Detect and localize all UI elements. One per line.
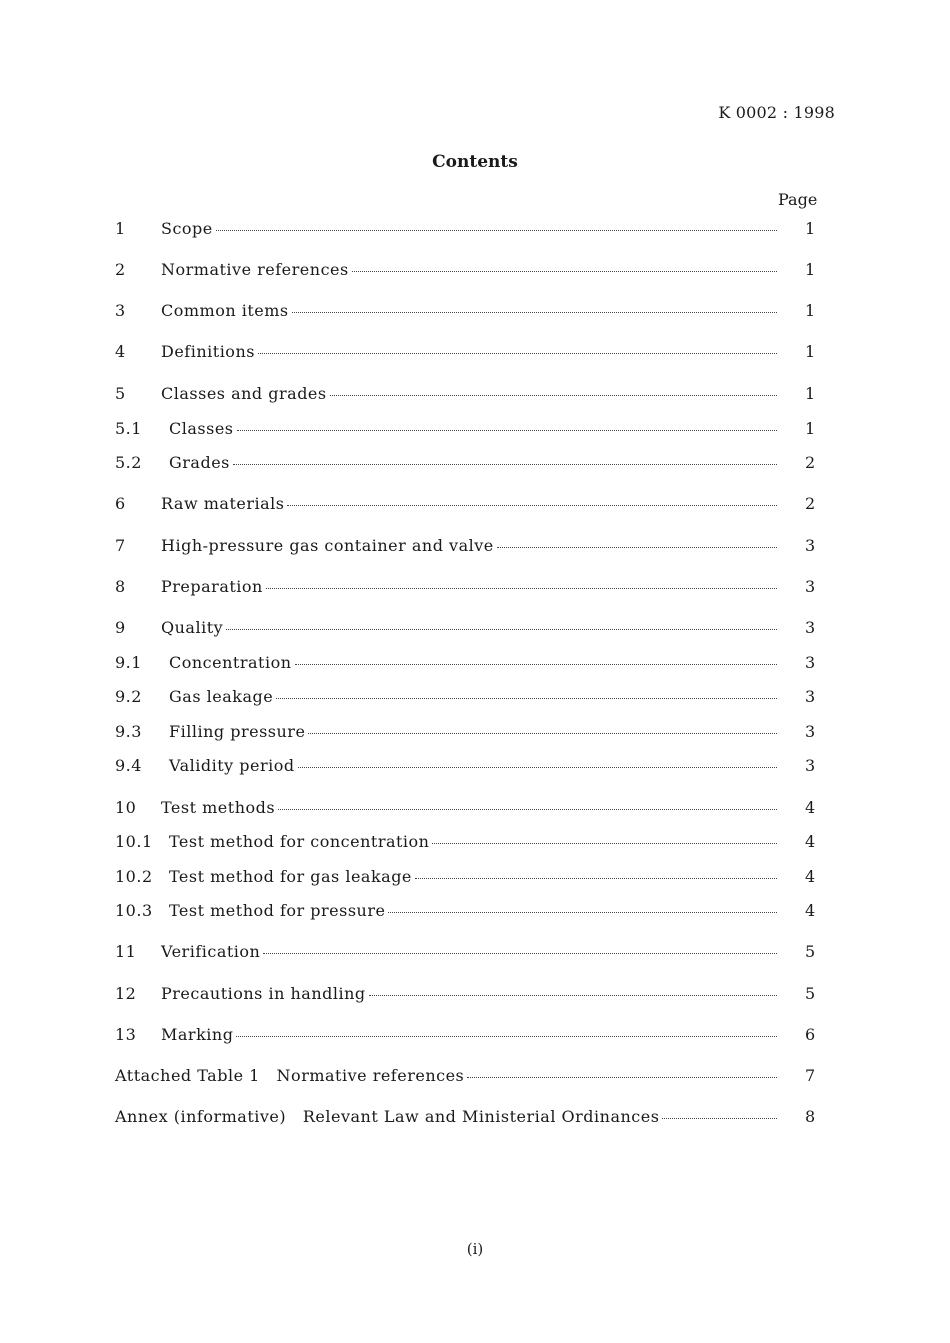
dot-leader [352,271,777,272]
toc-entry-page: 2 [805,494,816,513]
toc-entry-number: 9.1 [115,653,142,672]
toc-entry-10-1[interactable] [115,832,815,854]
toc-entry-label: Common items [161,301,289,320]
toc-entry-annex[interactable] [115,1107,815,1129]
toc-entry-number: 9 [115,618,126,637]
toc-entry-label: Classes and grades [161,384,327,403]
document-id: K 0002 : 1998 [718,103,835,122]
toc-entry-label: Test methods [161,798,276,817]
toc-entry-label: Grades [169,453,230,472]
toc-entry-page: 5 [805,984,816,1003]
toc-entry-12[interactable] [115,984,815,1006]
toc-entry-10-2[interactable] [115,867,815,889]
toc-entry-page: 3 [805,756,816,775]
toc-entry-label: Validity period [169,756,295,775]
toc-entry-number: 7 [115,536,126,555]
toc-entry-page: 4 [805,901,816,920]
dot-leader [237,430,778,431]
toc-entry-label: Test method for gas leakage [169,867,412,886]
dot-leader [295,664,777,665]
toc-entry-number: 10.1 [115,832,153,851]
toc-entry-number: 5.1 [115,419,142,438]
dot-leader [388,912,777,913]
dot-leader [298,767,777,768]
toc-entry-number: 10.3 [115,901,153,920]
page-number: (i) [466,1240,484,1258]
toc-entry-1[interactable] [115,219,815,241]
toc-entry-number: 8 [115,577,126,596]
toc-entry-label: Marking [161,1025,234,1044]
toc-entry-page: 4 [805,832,816,851]
toc-entry-label: Definitions [161,342,255,361]
dot-leader [292,312,777,313]
toc-entry-page: 3 [805,653,816,672]
toc-entry-11[interactable] [115,942,815,964]
toc-entry-page: 1 [805,419,816,438]
toc-entry-2[interactable] [115,260,815,282]
toc-entry-13[interactable] [115,1025,815,1047]
toc-entry-number: 6 [115,494,126,513]
dot-leader [415,878,777,879]
toc-entry-page: 5 [805,942,816,961]
toc-entry-label: Attached Table 1 Normative references [115,1066,465,1085]
toc-entry-page: 3 [805,577,816,596]
toc-entry-label: Precautions in handling [161,984,366,1003]
dot-leader [662,1118,777,1119]
toc-entry-label: Preparation [161,577,263,596]
toc-entry-9-3[interactable] [115,722,815,744]
dot-leader [236,1036,777,1037]
toc-entry-9-4[interactable] [115,756,815,778]
toc-entry-page: 1 [805,384,816,403]
toc-entry-page: 6 [805,1025,816,1044]
toc-entry-5-1[interactable] [115,419,815,441]
toc-entry-label: Gas leakage [169,687,274,706]
dot-leader [276,698,777,699]
toc-entry-label: Test method for pressure [169,901,386,920]
dot-leader [263,953,777,954]
toc-entry-label: Annex (informative) Relevant Law and Ministerial Ordinances [115,1107,660,1126]
toc-entry-label: Normative references [161,260,349,279]
toc-entry-number: 10 [115,798,137,817]
toc-entry-9[interactable] [115,618,815,640]
toc-entry-attached-table-1[interactable] [115,1066,815,1088]
page-column-label: Page [778,190,818,209]
toc-entry-10[interactable] [115,798,815,820]
toc-entry-label: Classes [169,419,234,438]
toc-entry-number: 5 [115,384,126,403]
dot-leader [497,547,777,548]
toc-entry-label: Concentration [169,653,292,672]
toc-entry-9-2[interactable] [115,687,815,709]
toc-entry-page: 1 [805,219,816,238]
toc-entry-number: 1 [115,219,126,238]
toc-entry-label: Quality [161,618,224,637]
dot-leader [216,230,777,231]
toc-entry-label: Raw materials [161,494,285,513]
page-title: Contents [432,152,518,172]
toc-entry-4[interactable] [115,342,815,364]
toc-entry-7[interactable] [115,536,815,558]
toc-entry-page: 1 [805,301,816,320]
dot-leader [278,809,777,810]
toc-entry-label: Scope [161,219,213,238]
toc-entry-page: 2 [805,453,816,472]
toc-entry-page: 4 [805,798,816,817]
toc-entry-label: High-pressure gas container and valve [161,536,494,555]
toc-entry-label: Verification [161,942,261,961]
toc-entry-number: 9.3 [115,722,142,741]
toc-entry-6[interactable] [115,494,815,516]
dot-leader [266,588,777,589]
dot-leader [330,395,777,396]
dot-leader [369,995,777,996]
toc-entry-number: 12 [115,984,137,1003]
toc-entry-3[interactable] [115,301,815,323]
dot-leader [308,733,777,734]
dot-leader [258,353,777,354]
toc-entry-page: 3 [805,536,816,555]
toc-entry-8[interactable] [115,577,815,599]
dot-leader [287,505,777,506]
toc-entry-number: 10.2 [115,867,153,886]
toc-entry-number: 13 [115,1025,137,1044]
dot-leader [467,1077,777,1078]
toc-entry-number: 2 [115,260,126,279]
dot-leader [226,629,777,630]
toc-entry-page: 4 [805,867,816,886]
dot-leader [432,843,777,844]
toc-entry-number: 3 [115,301,126,320]
toc-entry-number: 4 [115,342,126,361]
toc-entry-5-2[interactable] [115,453,815,475]
toc-entry-page: 1 [805,260,816,279]
toc-entry-page: 7 [805,1066,816,1085]
toc-entry-9-1[interactable] [115,653,815,675]
toc-entry-number: 11 [115,942,137,961]
toc-entry-page: 1 [805,342,816,361]
toc-entry-5[interactable] [115,384,815,406]
toc-entry-label: Test method for concentration [169,832,430,851]
toc-entry-number: 5.2 [115,453,142,472]
toc-entry-page: 3 [805,687,816,706]
toc-entry-page: 3 [805,618,816,637]
toc-entry-label: Filling pressure [169,722,306,741]
toc-entry-page: 8 [805,1107,816,1126]
toc-entry-10-3[interactable] [115,901,815,923]
toc-entry-number: 9.2 [115,687,142,706]
dot-leader [233,464,777,465]
toc-entry-page: 3 [805,722,816,741]
toc-entry-number: 9.4 [115,756,142,775]
